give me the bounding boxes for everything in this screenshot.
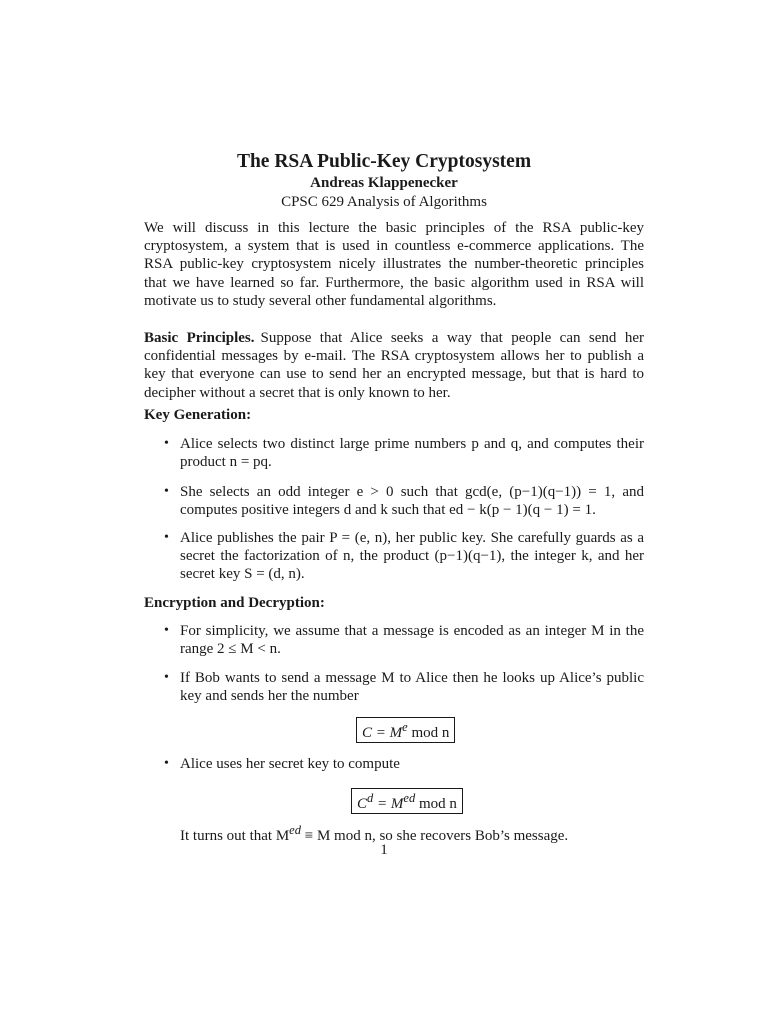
list-item xyxy=(164,669,644,705)
list-item-text: Alice publishes the pair P = (e, n), her public key. She carefully guards as a secret the factorization of n, the product (p−1)(q−1), the integer k, and her secret key S = (d, n). xyxy=(180,530,644,583)
list-item-text: She selects an odd integer e > 0 such that gcd(e, (p−1)(q−1)) = 1, and computes positive integers d and k such that ed − k(p − 1)(q − 1) = 1. xyxy=(180,484,644,519)
page-number: 1 xyxy=(380,842,388,858)
list-item-text: Alice selects two distinct large prime numbers p and q, and computes their product n = pq. xyxy=(180,436,644,471)
list-item xyxy=(164,483,644,519)
equation-rhs: mod n xyxy=(407,725,450,741)
equation-lhs-exponent: d xyxy=(367,791,374,805)
list-item xyxy=(164,435,644,471)
document-header xyxy=(0,150,768,212)
conclusion-post: ≡ M mod n, so she recovers Bob’s message. xyxy=(300,828,569,844)
bullet-icon: • xyxy=(164,436,169,451)
list-item xyxy=(164,529,644,584)
list-item-text: For simplicity, we assume that a message is encoded as an integer M in the range 2 ≤ M < n. xyxy=(180,623,644,658)
basic-principles-paragraph xyxy=(144,329,644,402)
list-item-text: If Bob wants to send a message M to Alice then he looks up Alice’s public key and sends her the number xyxy=(180,670,644,705)
equation-mid-exponent: ed xyxy=(403,791,416,805)
author-name: Andreas Klappenecker xyxy=(310,175,458,191)
document-title: The RSA Public-Key Cryptosystem xyxy=(236,151,532,172)
bullet-icon: • xyxy=(164,756,169,771)
encryption-equation xyxy=(356,717,455,743)
bullet-icon: • xyxy=(164,484,169,499)
bullet-icon: • xyxy=(164,623,169,638)
equation-exponent: e xyxy=(402,720,408,734)
equation-lhs: C xyxy=(357,796,368,812)
encryption-decryption-heading: Encryption and Decryption: xyxy=(144,595,325,611)
equation-mid: = M xyxy=(373,796,404,812)
conclusion-pre: It turns out that M xyxy=(180,828,290,844)
basic-principles-heading: Basic Principles. xyxy=(144,330,255,346)
intro-paragraph: We will discuss in this lecture the basic principles of the RSA public-key cryptosystem, a system that is used in countless e-commerce applications. The RSA public-key cryptosystem nicely illustrates the number-theoretic principles that we have learned so far. Furthermore, the basic algorithm used in RSA will motivate us to study several other fundamental algorithms. xyxy=(144,220,644,309)
equation-lhs: C = M xyxy=(362,725,403,741)
basic-principles-text: Suppose that Alice seeks a way that people can send her confidential messages by e-mail. The RSA cryptosystem allows her to publish a key that everyone can use to send her an encrypted message, but that is hard to decipher without a secret that is only known to her. xyxy=(144,330,645,401)
list-item xyxy=(164,755,644,773)
bullet-icon: • xyxy=(164,530,169,545)
equation-rhs: mod n xyxy=(415,796,457,812)
bullet-icon: • xyxy=(164,670,169,685)
list-item-text: Alice uses her secret key to compute xyxy=(180,756,400,772)
course-name: CPSC 629 Analysis of Algorithms xyxy=(281,194,487,210)
key-generation-heading: Key Generation: xyxy=(144,407,252,423)
list-item xyxy=(164,622,644,658)
decryption-equation xyxy=(351,788,463,814)
conclusion-exponent: ed xyxy=(289,823,301,837)
